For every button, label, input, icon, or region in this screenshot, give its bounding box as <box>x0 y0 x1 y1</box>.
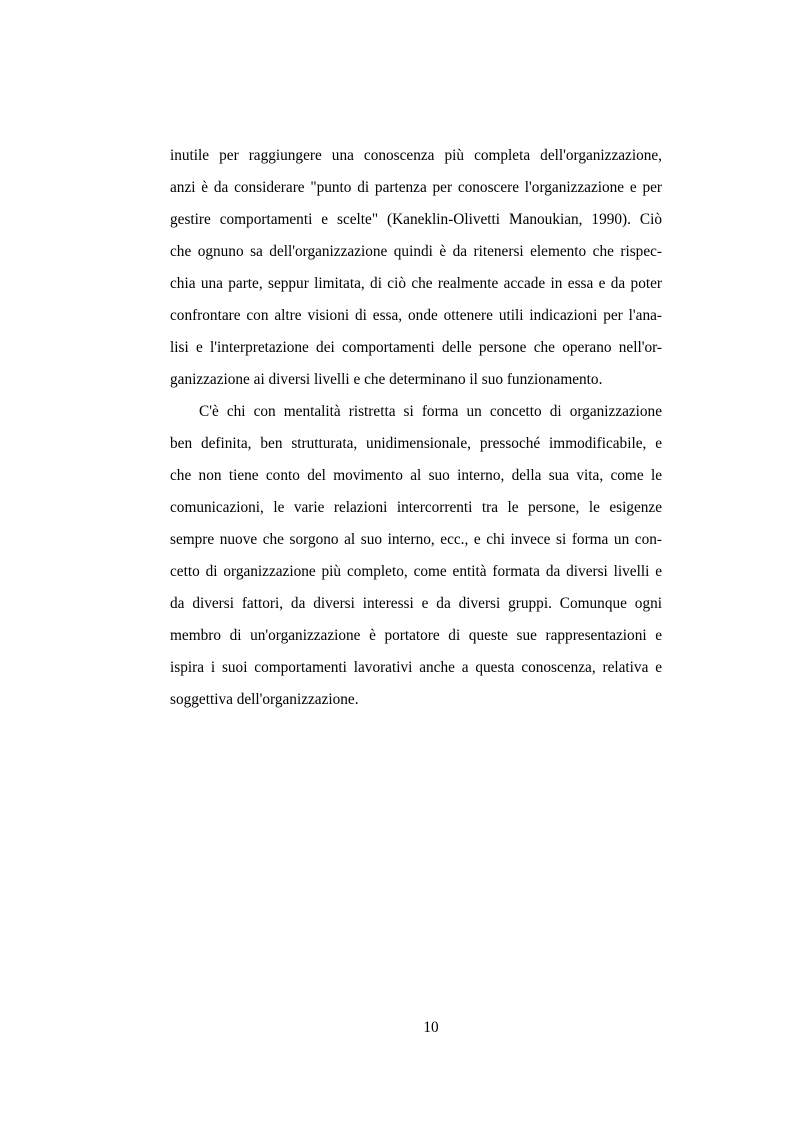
text-line: inutile per raggiungere una conoscenza più completa dell'organizzazione, <box>170 147 662 164</box>
body-text <box>170 143 662 719</box>
text-line: sempre nuove che sorgono al suo interno, ecc., e chi invece si forma un con- <box>170 531 662 548</box>
text-line: che non tiene conto del movimento al suo interno, della sua vita, come le <box>170 467 662 484</box>
text-line: cetto di organizzazione più completo, come entità formata da diversi livelli e <box>170 563 662 580</box>
text-line: lisi e l'interpretazione dei comportamenti delle persone che operano nell'or- <box>170 339 662 356</box>
text-line: che ognuno sa dell'organizzazione quindi è da ritenersi elemento che rispec- <box>170 243 662 260</box>
text-line: membro di un'organizzazione è portatore di queste sue rappresentazioni e <box>170 627 662 644</box>
text-line: C'è chi con mentalità ristretta si forma un concetto di organizzazione <box>199 403 662 420</box>
text-line: comunicazioni, le varie relazioni intercorrenti tra le persone, le esigenze <box>170 499 662 516</box>
text-line: da diversi fattori, da diversi interessi e da diversi gruppi. Comunque ogni <box>170 595 662 612</box>
page-number: 10 <box>423 1019 439 1036</box>
text-line: chia una parte, seppur limitata, di ciò che realmente accade in essa e da poter <box>170 275 662 292</box>
text-line: soggettiva dell'organizzazione. <box>170 691 359 708</box>
text-line: confrontare con altre visioni di essa, onde ottenere utili indicazioni per l'ana- <box>170 307 662 324</box>
text-line: ispira i suoi comportamenti lavorativi anche a questa conoscenza, relativa e <box>170 659 662 676</box>
text-line: ganizzazione ai diversi livelli e che determinano il suo funzionamento. <box>170 371 603 388</box>
text-line: gestire comportamenti e scelte" (Kaneklin-Olivetti Manoukian, 1990). Ciò <box>170 211 662 228</box>
text-line: anzi è da considerare "punto di partenza per conoscere l'organizzazione e per <box>170 179 662 196</box>
text-line: ben definita, ben strutturata, unidimensionale, pressoché immodificabile, e <box>170 435 662 452</box>
